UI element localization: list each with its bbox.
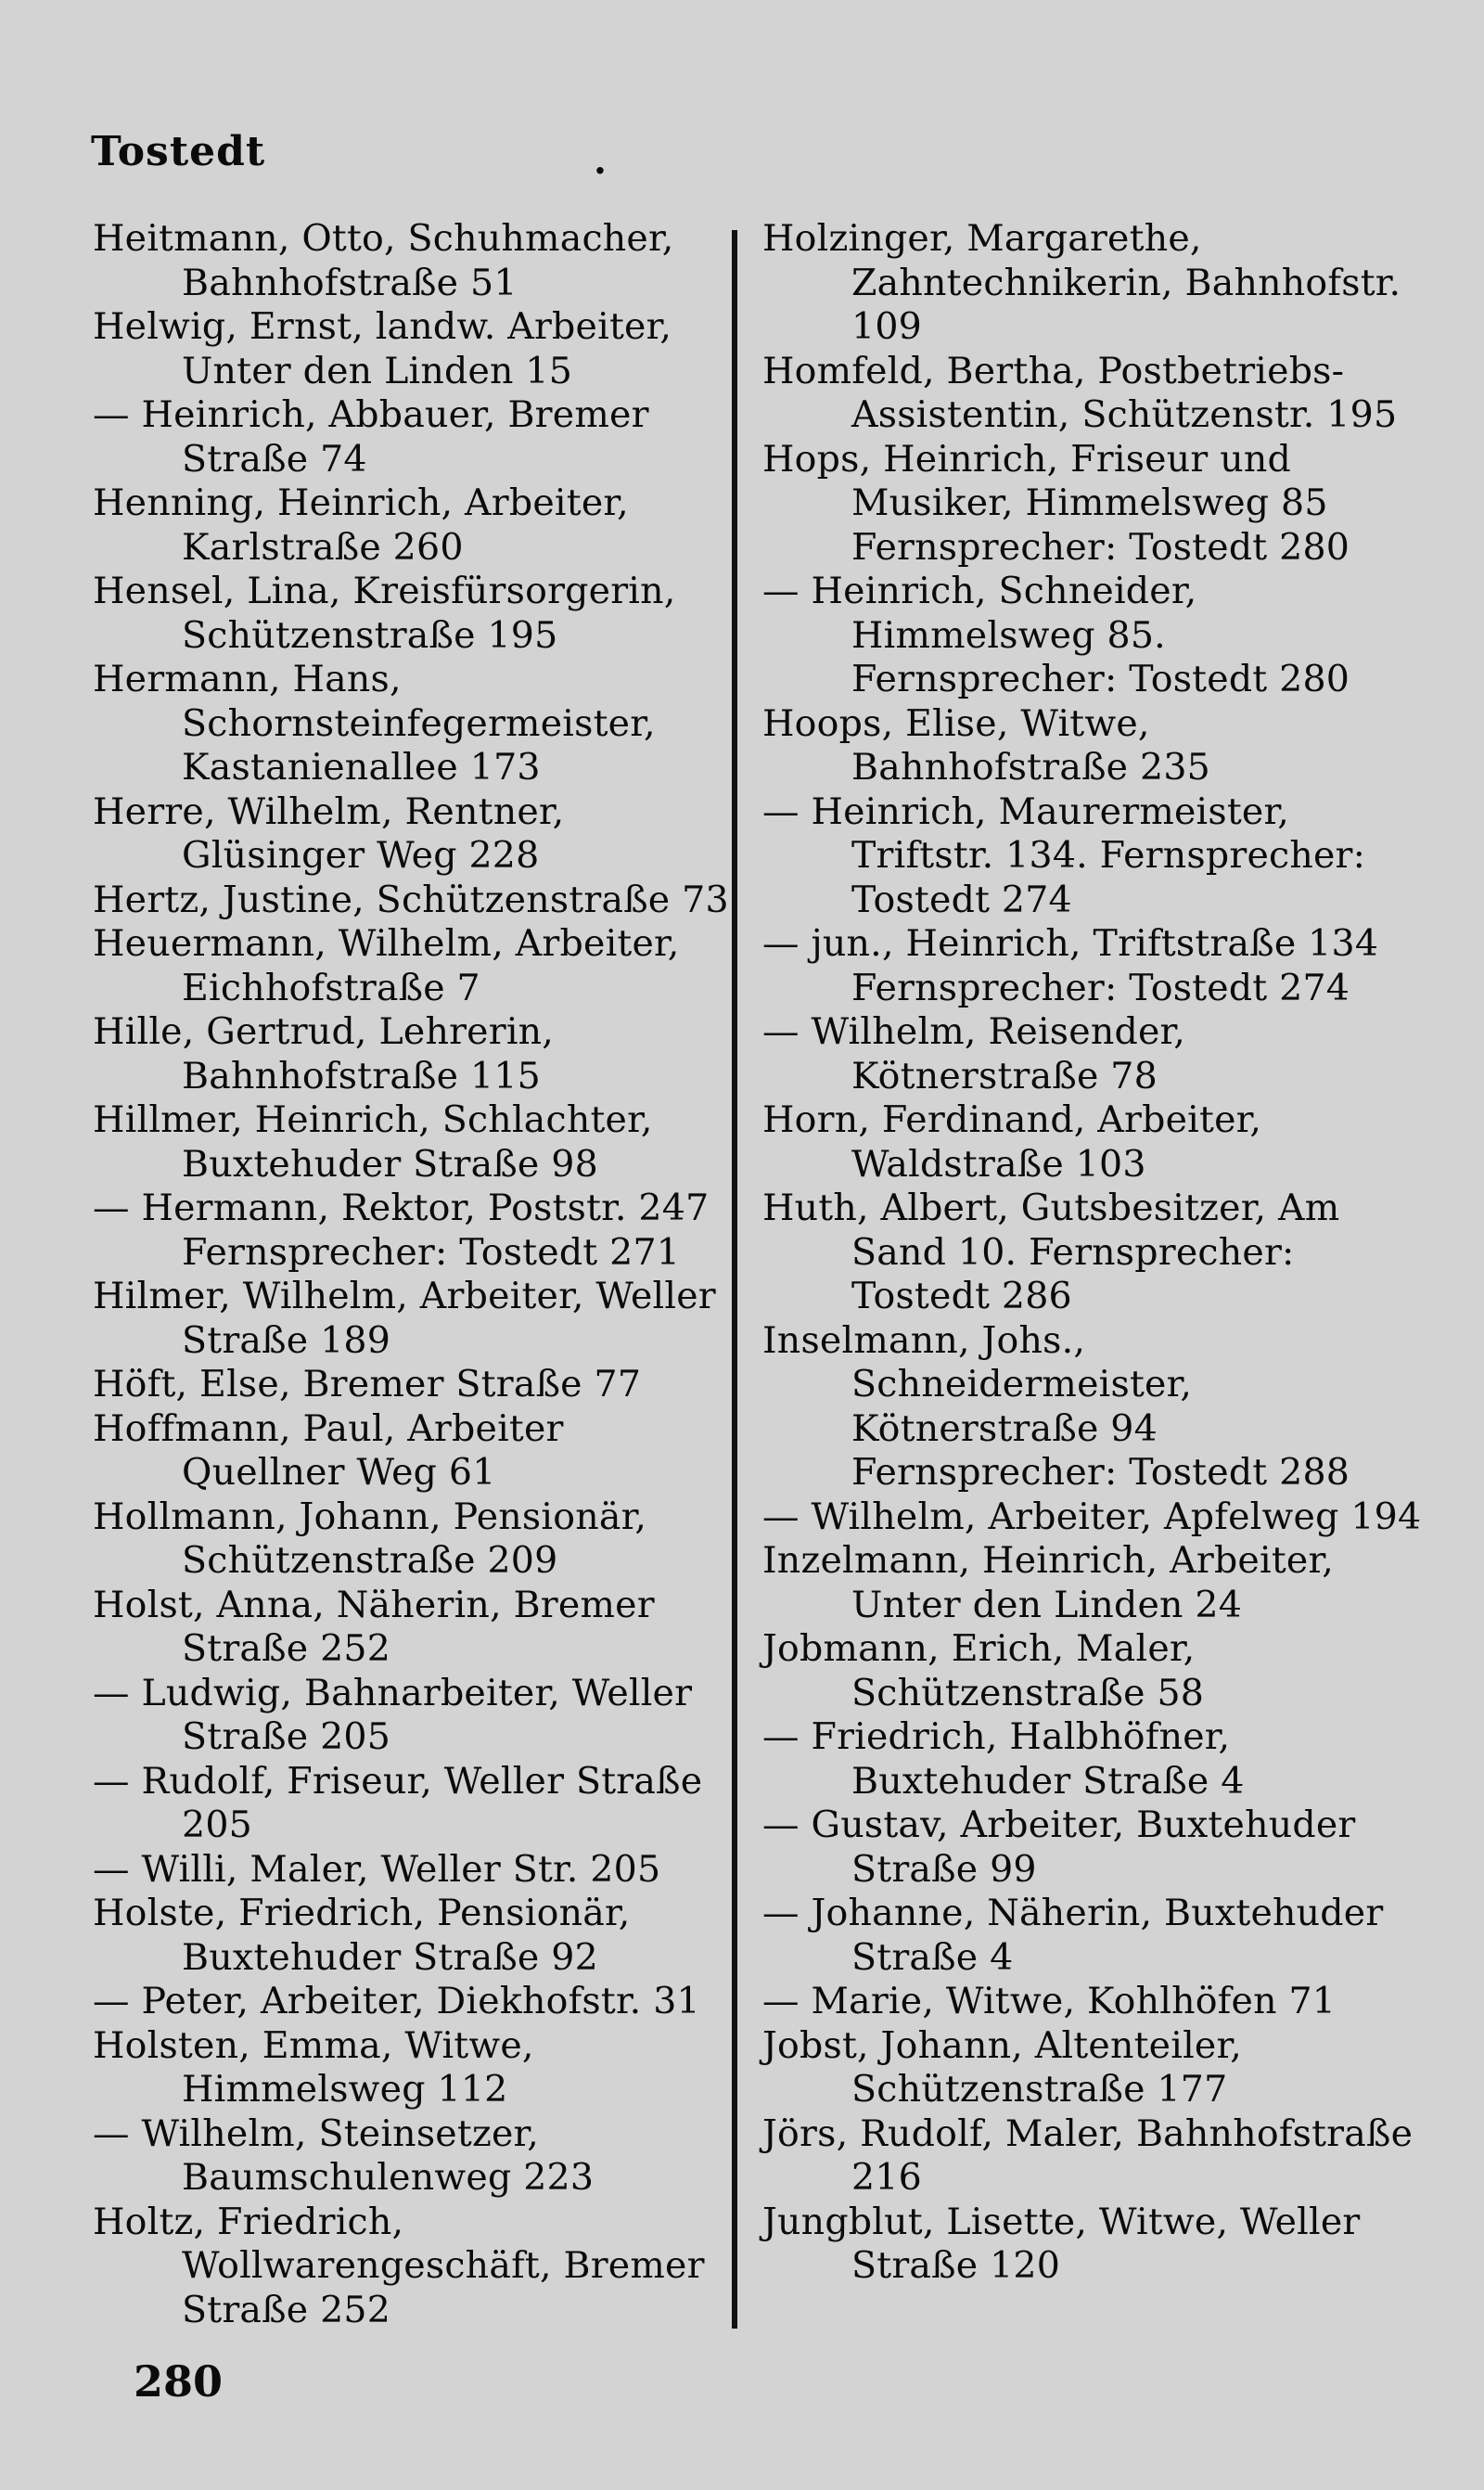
directory-entry: — Wilhelm, Steinsetzer, Baumschulenweg 223	[93, 2111, 595, 2199]
directory-entry: Hillmer, Heinrich, Schlachter, Buxtehuder Straße 98	[93, 1098, 653, 1186]
directory-entry: Hollmann, Johann, Pensionär, Schützenstraße 209	[93, 1495, 647, 1582]
directory-entry: Jobst, Johann, Altenteiler, Schützenstraße 177	[762, 2023, 1242, 2111]
directory-entry: Hermann, Hans, Schornsteinfegermeister, Kastanienallee 173	[93, 658, 656, 789]
directory-entry: Helwig, Ernst, landw. Arbeiter, Unter den Linden 15	[93, 305, 672, 392]
directory-entry: Holzinger, Margarethe, Zahntechnikerin, Bahnhofstr. 109	[762, 217, 1401, 348]
directory-entry: — Rudolf, Friseur, Weller Straße 205	[93, 1759, 703, 1846]
directory-entry: Jörs, Rudolf, Maler, Bahnhofstraße 216	[762, 2111, 1414, 2199]
directory-entry: — Ludwig, Bahnarbeiter, Weller Straße 205	[93, 1671, 693, 1758]
directory-entry: Heuermann, Wilhelm, Arbeiter, Eichhofstraße 7	[93, 922, 680, 1009]
directory-entry: Hops, Heinrich, Friseur und Musiker, Himmelsweg 85 Fernsprecher: Tostedt 280	[762, 437, 1350, 569]
directory-entry: Höft, Else, Bremer Straße 77	[93, 1363, 642, 1405]
page-header-title: Tostedt	[91, 128, 266, 175]
directory-entry: — Hermann, Rektor, Poststr. 247 Fernsprecher: Tostedt 271	[93, 1187, 710, 1274]
directory-entry: Holst, Anna, Näherin, Bremer Straße 252	[93, 1583, 655, 1670]
directory-entry: Hoops, Elise, Witwe, Bahnhofstraße 235	[762, 701, 1210, 789]
directory-entry: Hilmer, Wilhelm, Arbeiter, Weller Straße 189	[93, 1275, 716, 1362]
directory-entry: — Friedrich, Halbhöfner, Buxtehuder Straße 4	[762, 1715, 1245, 1803]
header-dot: .	[594, 139, 607, 183]
directory-entry: Hoffmann, Paul, Arbeiter Quellner Weg 61	[93, 1406, 564, 1494]
directory-entry: Homfeld, Bertha, Postbetriebs-Assistentin, Schützenstr. 195	[762, 349, 1398, 436]
directory-entry: Jungblut, Lisette, Witwe, Weller Straße 120	[762, 2200, 1361, 2287]
directory-entry: Hertz, Justine, Schützenstraße 73	[93, 878, 729, 921]
directory-entry: — Heinrich, Abbauer, Bremer Straße 74	[93, 393, 649, 481]
directory-entry: — Marie, Witwe, Kohlhöfen 71	[762, 1980, 1337, 2022]
column-divider	[732, 230, 737, 2329]
directory-entry: Heitmann, Otto, Schuhmacher, Bahnhofstraße 51	[93, 217, 674, 304]
directory-entry: — Heinrich, Schneider, Himmelsweg 85. Fernsprecher: Tostedt 280	[762, 570, 1350, 700]
directory-entry: Inzelmann, Heinrich, Arbeiter, Unter den Linden 24	[762, 1539, 1334, 1626]
left-column	[93, 217, 733, 2332]
directory-entry: Herre, Wilhelm, Rentner, Glüsinger Weg 228	[93, 789, 565, 877]
page-number: 280	[134, 2356, 224, 2407]
directory-entry: Jobmann, Erich, Maler, Schützenstraße 58	[762, 1627, 1205, 1714]
directory-entry: Hensel, Lina, Kreisfürsorgerin, Schützenstraße 195	[93, 570, 676, 657]
directory-entry: Horn, Ferdinand, Arbeiter, Waldstraße 103	[762, 1098, 1262, 1186]
directory-entry: — Johanne, Näherin, Buxtehuder Straße 4	[762, 1892, 1384, 1979]
directory-entry: — Gustav, Arbeiter, Buxtehuder Straße 99	[762, 1803, 1356, 1891]
directory-entry: Huth, Albert, Gutsbesitzer, Am Sand 10. Fernsprecher: Tostedt 286	[762, 1187, 1340, 1317]
directory-entry: — Wilhelm, Reisender, Kötnerstraße 78	[762, 1010, 1186, 1097]
directory-entry: Inselmann, Johs., Schneidermeister, Kötnerstraße 94 Fernsprecher: Tostedt 288	[762, 1318, 1350, 1494]
directory-entry: — Heinrich, Maurermeister, Triftstr. 134. Fernsprecher: Tostedt 274	[762, 789, 1366, 921]
directory-entry: — jun., Heinrich, Triftstraße 134 Fernsprecher: Tostedt 274	[762, 922, 1379, 1009]
directory-entry: — Peter, Arbeiter, Diekhofstr. 31	[93, 1980, 700, 2022]
directory-entry: — Willi, Maler, Weller Str. 205	[93, 1847, 661, 1891]
directory-entry: Henning, Heinrich, Arbeiter, Karlstraße 260	[93, 481, 629, 569]
right-column	[762, 217, 1430, 2289]
directory-entry: Holtz, Friedrich, Wollwarengeschäft, Bremer Straße 252	[93, 2200, 705, 2331]
directory-entry: Holsten, Emma, Witwe, Himmelsweg 112	[93, 2023, 534, 2111]
directory-entry: Holste, Friedrich, Pensionär, Buxtehuder Straße 92	[93, 1892, 631, 1979]
directory-entry: — Wilhelm, Arbeiter, Apfelweg 194	[762, 1495, 1422, 1538]
directory-entry: Hille, Gertrud, Lehrerin, Bahnhofstraße 115	[93, 1010, 555, 1097]
